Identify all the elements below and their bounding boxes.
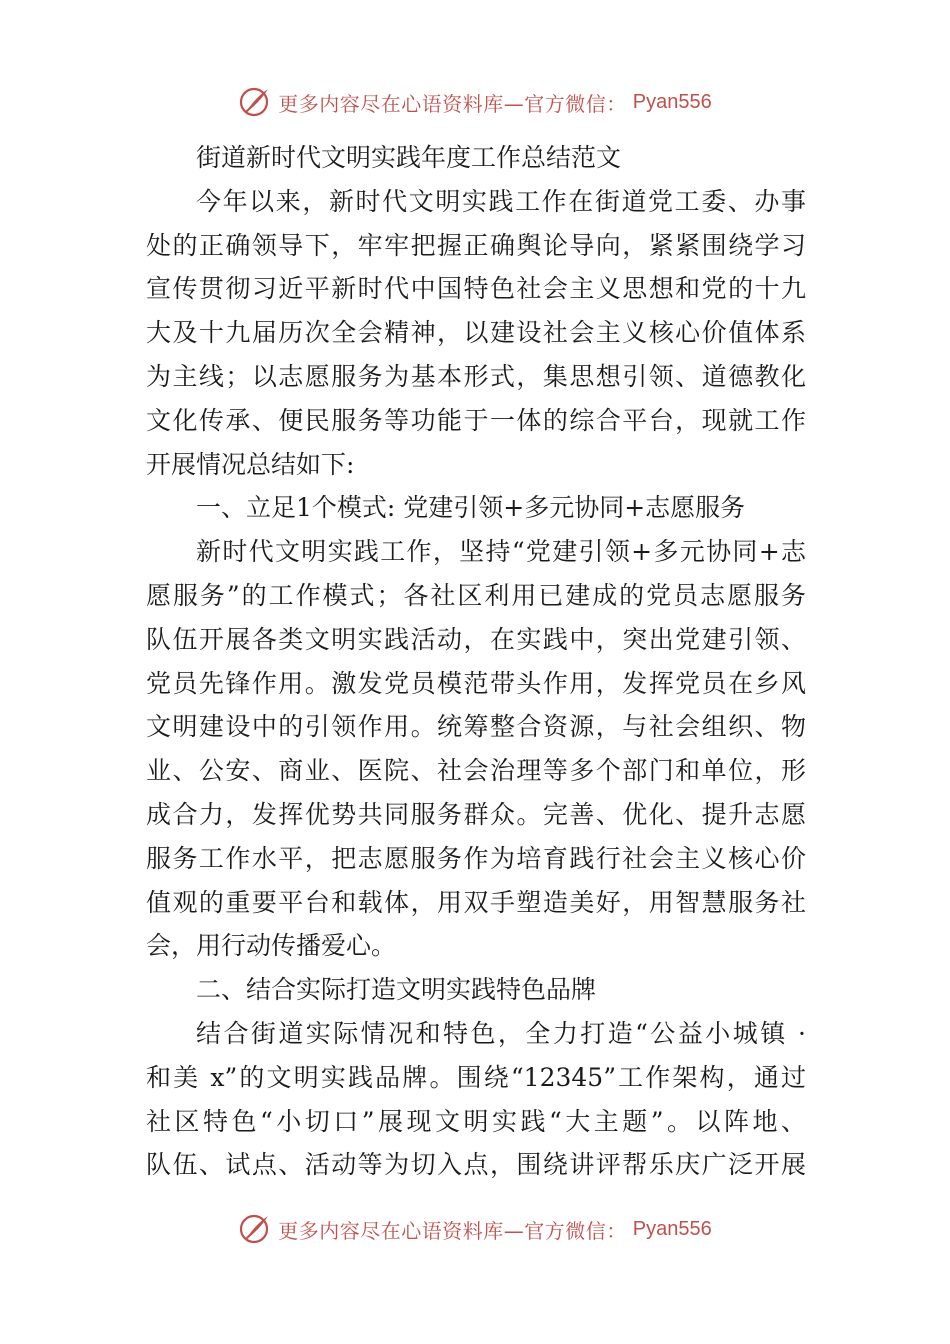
text-line: 值观的重要平台和载体，用双手塑造美好，用智慧服务社 bbox=[146, 887, 806, 917]
text-line: 和美 x”的文明实践品牌。围绕“12345”工作架构，通过 bbox=[146, 1062, 806, 1092]
text-line: 宣传贯彻习近平新时代中国特色社会主义思想和党的十九 bbox=[146, 274, 806, 304]
text-line: 文化传承、便民服务等功能于一体的综合平台，现就工作 bbox=[146, 405, 806, 435]
text-line: 二、结合实际打造文明实践特色品牌 bbox=[196, 975, 597, 1005]
text-line: 服务工作水平，把志愿服务作为培育践行社会主义核心价 bbox=[146, 843, 806, 873]
text-line: 社区特色“小切口”展现文明实践“大主题”。以阵地、 bbox=[146, 1106, 806, 1136]
quill-logo-icon bbox=[238, 1212, 272, 1246]
watermark-header bbox=[0, 80, 950, 124]
paragraph-lines bbox=[146, 180, 806, 1187]
text-line: 队伍开展各类文明实践活动，在实践中，突出党建引领、 bbox=[146, 624, 806, 654]
text-line: 处的正确领导下，牢牢把握正确舆论导向，紧紧围绕学习 bbox=[146, 230, 806, 260]
text-line: 会，用行动传播爱心。 bbox=[146, 931, 397, 961]
text-line: 成合力，发挥优势共同服务群众。完善、优化、提升志愿 bbox=[146, 799, 806, 829]
watermark-wechat-id: Pyan556 bbox=[632, 90, 712, 113]
text-line: 开展情况总结如下: bbox=[146, 449, 355, 479]
text-line: 为主线；以志愿服务为基本形式，集思想引领、道德教化 bbox=[146, 361, 806, 391]
document-body bbox=[146, 136, 806, 1187]
text-line: 结合街道实际情况和特色，全力打造“公益小城镇 · bbox=[196, 1018, 806, 1048]
text-line: 业、公安、商业、医院、社会治理等多个部门和单位，形 bbox=[146, 756, 806, 786]
watermark-text: 更多内容尽在心语资料库—官方微信： bbox=[278, 1218, 627, 1243]
document-title: 街道新时代文明实践年度工作总结范文 bbox=[196, 143, 622, 172]
watermark-footer bbox=[0, 1207, 950, 1251]
text-line: 队伍、试点、活动等为切入点，围绕讲评帮乐庆广泛开展 bbox=[146, 1150, 806, 1180]
text-line: 一、立足1个模式: 党建引领+多元协同+志愿服务 bbox=[196, 493, 746, 523]
text-line: 党员先锋作用。激发党员模范带头作用，发挥党员在乡风 bbox=[146, 668, 806, 698]
text-line: 文明建设中的引领作用。统筹整合资源，与社会组织、物 bbox=[146, 712, 806, 742]
text-line: 新时代文明实践工作，坚持“党建引领+多元协同+志 bbox=[196, 537, 806, 567]
text-line: 今年以来，新时代文明实践工作在街道党工委、办事 bbox=[196, 186, 806, 216]
watermark-wechat-id: Pyan556 bbox=[632, 1217, 712, 1240]
text-line: 愿服务”的工作模式；各社区利用已建成的党员志愿服务 bbox=[146, 580, 806, 610]
text-line: 大及十九届历次全会精神，以建设社会主义核心价值体系 bbox=[146, 318, 806, 348]
watermark-text: 更多内容尽在心语资料库—官方微信： bbox=[278, 91, 627, 116]
quill-logo-icon bbox=[238, 85, 272, 119]
